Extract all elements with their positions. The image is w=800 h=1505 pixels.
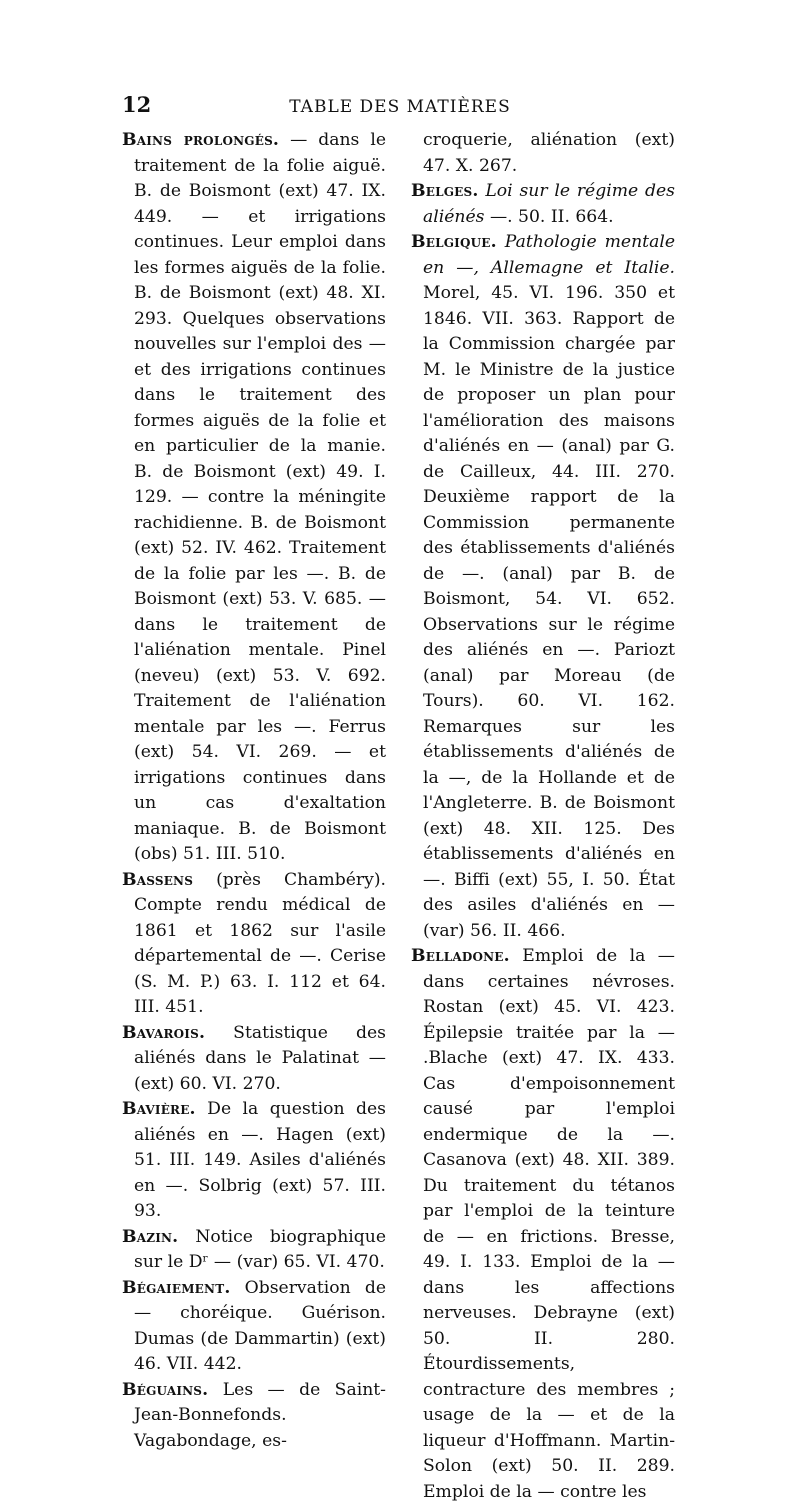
index-entry-begaiement — [122, 1276, 386, 1378]
entry-heading: Bavière. — [122, 1099, 196, 1119]
entry-text: Morel, 45. VI. 196. 350 et 1846. VII. 363. Rapport de la Commission chargée par M. le Ministre de la justice de proposer un plan pour l'amélioration des maisons d'aliénés en — (anal) par G. de Cailleux, 44. III. 270. Deuxième rapport de la Commission permanente des établissements d'aliénés de —. (anal) par B. de Boismont, 54. VI. 652. Observations sur le régime des aliénés en —. Pariozt (anal) par Moreau (de Tours). 60. VI. 162. Remarques sur les établissements d'aliénés de la —, de la Hollande et de l'Angleterre. B. de Boismont (ext) 48. XII. 125. Des établissements d'aliénés en —. Biffi (ext) 55, I. 50. État des asiles d'aliénés en — (var) 56. II. 466. — [423, 283, 675, 941]
index-column-right — [411, 128, 675, 1505]
entry-heading: Bassens — [122, 869, 194, 890]
entry-text: Statistique des aliénés dans le Palatinat — (ext) 60. VI. 270. — [134, 1022, 386, 1094]
page-number: 12 — [122, 92, 152, 117]
entry-heading: Belges. — [411, 181, 479, 201]
entry-text: De la question des aliénés en —. Hagen (ext) 51. III. 149. Asiles d'aliénés en —. Solbrig (ext) 57. III. 93. — [134, 1099, 386, 1221]
index-entry-belladone — [411, 944, 675, 1505]
running-title: TABLE DES MATIÈRES — [289, 97, 511, 117]
index-entry-continuation — [411, 128, 675, 179]
entry-italic-title: Loi sur le régime des aliénés — [423, 181, 675, 227]
index-entry-bazin — [122, 1225, 386, 1276]
entry-text: Les — de Saint-Jean-Bonnefonds. Vagabondage, es- — [134, 1379, 386, 1451]
index-column-left — [122, 128, 386, 1454]
index-entry-belgique — [411, 230, 675, 944]
entry-heading: Belgique. — [411, 232, 497, 252]
index-entry-bavarois — [122, 1021, 386, 1098]
entry-text: croquerie, aliénation (ext) 47. X. 267. — [423, 130, 675, 176]
index-entry-bassens — [122, 868, 386, 1021]
entry-heading: Belladone. — [411, 946, 510, 966]
entry-italic-title: Pathologie mentale en —, Allemagne et Italie. — [423, 232, 675, 278]
index-entry-baviere — [122, 1097, 386, 1225]
entry-text: Emploi de la — dans certaines névroses. Rostan (ext) 45. VI. 423. Épilepsie traitée par la — .Blache (ext) 47. IX. 433. Cas d'empoisonnement causé par l'emploi endermique de la —. Casanova (ext) 48. XII. 389. Du traitement du tétanos par l'emploi de la teinture de — en frictions. Bresse, 49. I. 133. Emploi de la — dans les affections nerveuses. Debrayne (ext) 50. II. 280. Étourdissements, contracture des membres ; usage de la — et de la liqueur d'Hoffmann. Martin-Solon (ext) 50. II. 289. Emploi de la — contre les — [423, 946, 675, 1502]
entry-text: Observation de — choréique. Guérison. Dumas (de Dammartin) (ext) 46. VII. 442. — [134, 1277, 386, 1374]
entry-heading: Bains prolongés. — [122, 130, 280, 150]
index-entry-beguains — [122, 1378, 386, 1455]
entry-text: —. 50. II. 664. — [484, 206, 614, 227]
entry-text: Notice biographique sur le Dʳ — (var) 65. VI. 470. — [134, 1226, 386, 1272]
entry-heading: Bégaiement. — [122, 1277, 231, 1298]
entry-text: — dans le traitement de la folie aiguë. B. de Boismont (ext) 47. IX. 449. — et irrigations continues. Leur emploi dans les formes aiguës de la folie. B. de Boismont (ext) 48. XI. 293. Quelques observations nouvelles sur l'emploi des — et des irrigations continues dans le traitement des formes aiguës de la folie et en particulier de la manie. B. de Boismont (ext) 49. I. 129. — contre la méningite rachidienne. B. de Boismont (ext) 52. IV. 462. Traitement de la folie par les —. B. de Boismont (ext) 53. V. 685. — dans le traitement de l'aliénation mentale. Pinel (neveu) (ext) 53. V. 692. Traitement de l'aliénation mentale par les —. Ferrus (ext) 54. VI. 269. — et irrigations continues dans un cas d'exaltation maniaque. B. de Boismont (obs) 51. III. 510. — [134, 130, 386, 864]
entry-heading: Bazin. — [122, 1226, 179, 1247]
entry-heading: Bavarois. — [122, 1022, 206, 1043]
index-entry-bains-prolonges — [122, 128, 386, 868]
index-entry-belges — [411, 179, 675, 230]
entry-heading: Béguains. — [122, 1379, 209, 1400]
entry-text: (près Chambéry). Compte rendu médical de 1861 et 1862 sur l'asile départemental de —. Cerise (S. M. P.) 63. I. 112 et 64. III. 451. — [134, 869, 386, 1017]
